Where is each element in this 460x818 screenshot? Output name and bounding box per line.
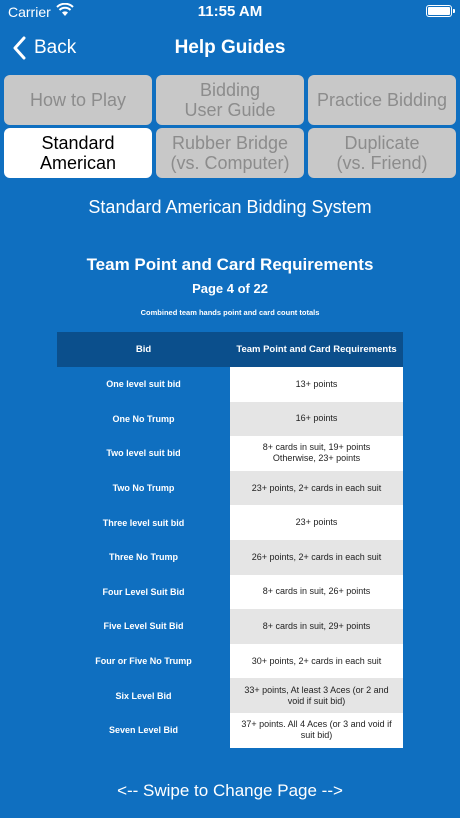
requirement-cell: 16+ points [230,402,403,437]
status-time: 11:55 AM [197,3,263,20]
table-row [57,402,403,437]
table-row [57,575,403,610]
table-row [57,436,403,471]
bid-cell: Three No Trump [108,552,178,563]
requirement-cell: 26+ points, 2+ cards in each suit [230,540,403,575]
bid-cell: Six Level Bid [115,690,172,701]
back-label: Back [34,37,77,58]
requirement-cell: 23+ points [230,505,403,540]
requirement-cell: 8+ cards in suit, 29+ points [230,609,403,644]
tab-how-to-play[interactable]: How to Play [4,75,152,125]
tab-standard-american[interactable]: Standard American [4,128,152,178]
table-body [57,367,403,748]
requirement-cell: 23+ points, 2+ cards in each suit [230,471,403,506]
tab-bidding-user-guide[interactable]: Bidding User Guide [156,75,304,125]
tab-rubber-bridge[interactable]: Rubber Bridge (vs. Computer) [156,128,304,178]
table-header [57,332,403,367]
table-row [57,678,403,713]
table-row [57,644,403,679]
column-header-requirements: Team Point and Card Requirements [236,344,397,355]
section-subtitle: Combined team hands point and card count totals [140,308,320,317]
navigation-bar [0,28,460,68]
requirement-cell: 37+ points. All 4 Aces (or 3 and void if suit bid) [230,713,403,748]
bid-cell: Four or Five No Trump [95,656,192,667]
bid-cell: Seven Level Bid [108,725,179,736]
status-bar [0,0,460,24]
bid-cell: One No Trump [112,413,175,424]
requirements-table [57,332,403,748]
requirement-cell: 30+ points, 2+ cards in each suit [230,644,403,679]
requirement-cell: 8+ cards in suit, 19+ points Otherwise, 23+ points [230,436,403,471]
table-row [57,609,403,644]
bid-cell: Two level suit bid [106,448,181,459]
section-title: Team Point and Card Requirements [86,255,374,274]
requirement-cell: 8+ cards in suit, 26+ points [230,575,403,610]
page-indicator: Page 4 of 22 [192,281,268,296]
column-header-bid: Bid [135,344,152,355]
battery-icon [426,5,452,17]
table-row [57,505,403,540]
table-row [57,471,403,506]
bid-cell: One level suit bid [106,379,181,390]
swipe-hint: <-- Swipe to Change Page --> [117,781,343,800]
bid-cell: Two No Trump [112,483,175,494]
table-row [57,713,403,748]
bid-cell: Four Level Suit Bid [102,586,185,597]
tab-practice-bidding[interactable]: Practice Bidding [308,75,456,125]
requirement-cell: 13+ points [230,367,403,402]
requirement-cell: 33+ points, At least 3 Aces (or 2 and void if suit bid) [230,678,403,713]
bid-cell: Three level suit bid [102,517,185,528]
bid-cell: Five Level Suit Bid [103,621,184,632]
table-row [57,540,403,575]
page-title: Help Guides [174,37,286,58]
table-row [57,367,403,402]
system-title: Standard American Bidding System [88,197,372,217]
tab-duplicate[interactable]: Duplicate (vs. Friend) [308,128,456,178]
carrier-label: Carrier [8,4,51,20]
